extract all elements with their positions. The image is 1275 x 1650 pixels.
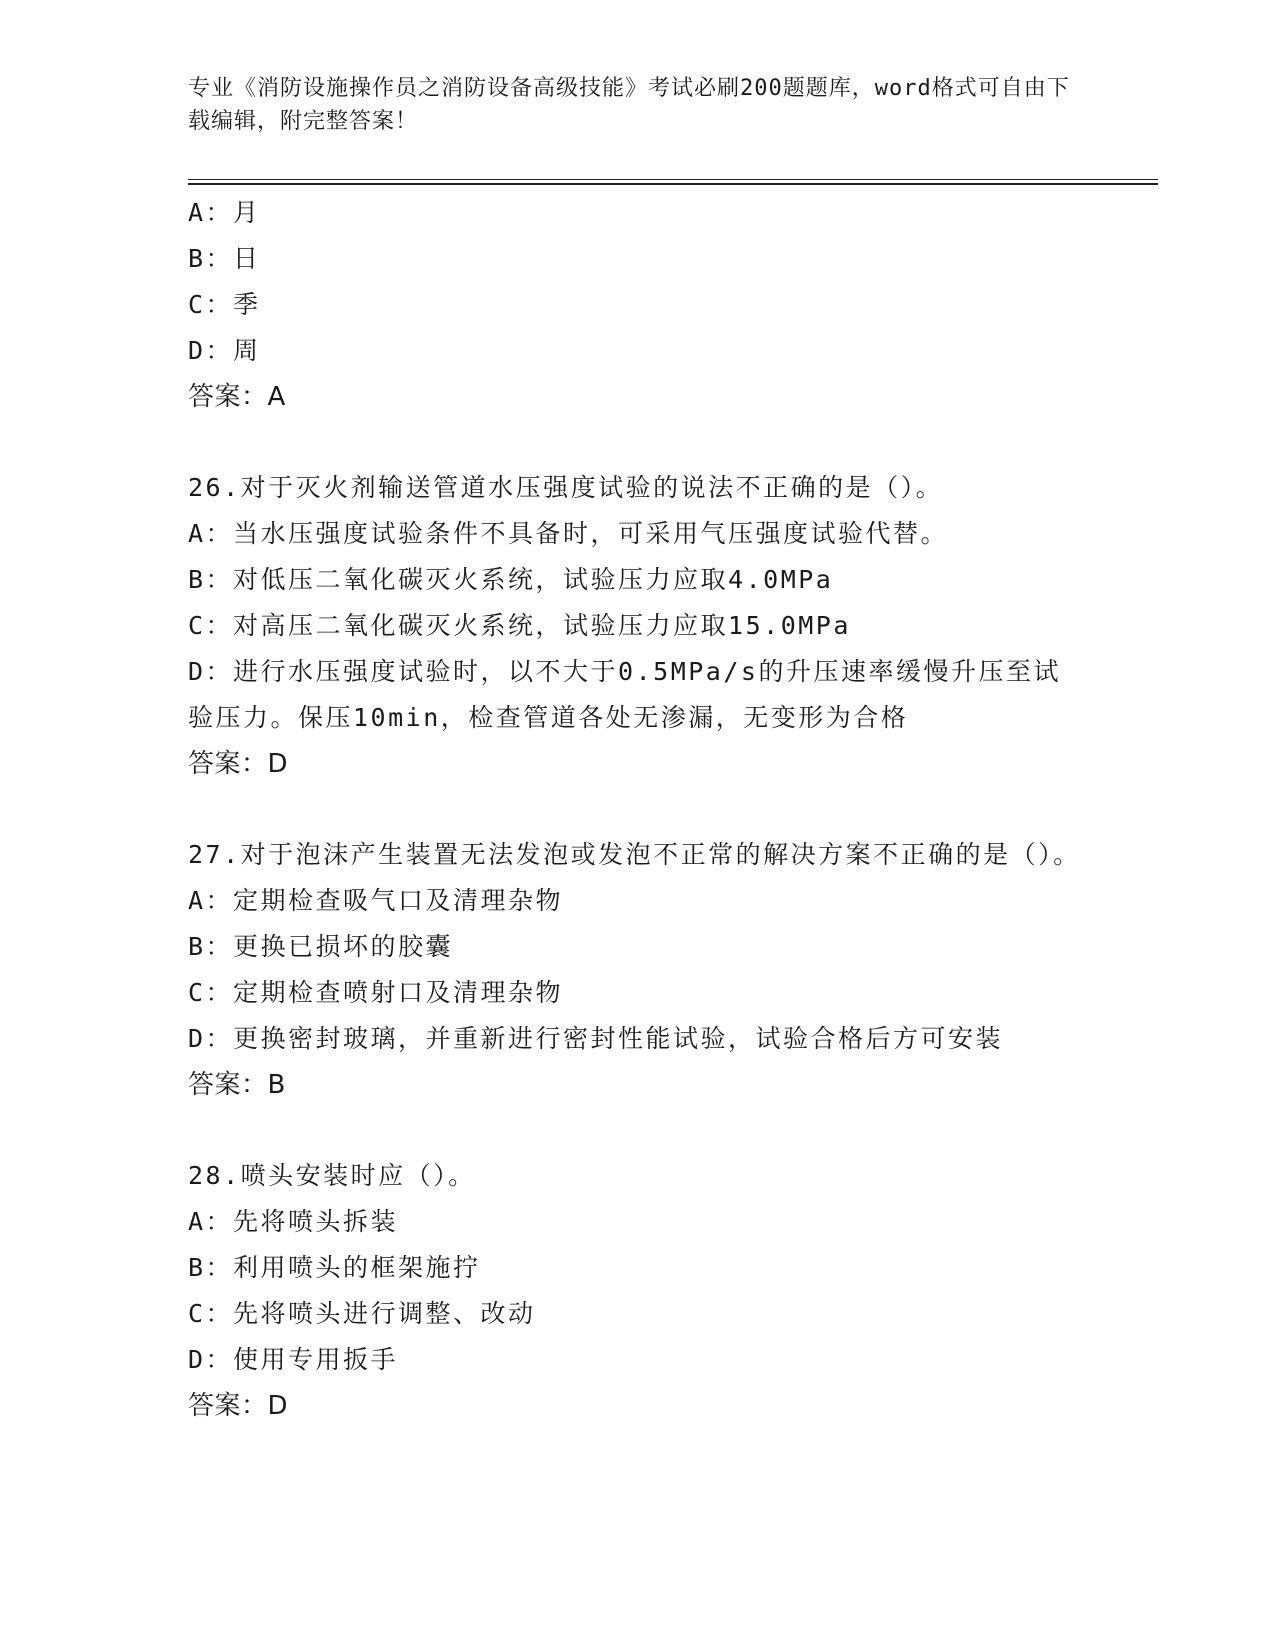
option-b: B：利用喷头的框架施拧 [188, 1253, 481, 1282]
option-d: D：周 [188, 336, 261, 365]
header-divider-thin [188, 179, 1158, 180]
option-c: C：先将喷头进行调整、改动 [188, 1299, 536, 1328]
question-fragment [188, 190, 1088, 420]
question-title: 26.对于灭火剂输送管道水压强度试验的说法不正确的是（）。 [188, 473, 944, 502]
option-a: A：先将喷头拆装 [188, 1207, 399, 1236]
answer-line: 答案：A [188, 382, 286, 412]
question-28 [188, 1153, 1088, 1429]
option-c: C：对高压二氧化碳灭火系统，试验压力应取15.0MPa [188, 611, 851, 640]
answer-line: 答案：D [188, 1391, 289, 1421]
option-a: A：当水压强度试验条件不具备时，可采用气压强度试验代替。 [188, 519, 949, 548]
document-header: 专业《消防设施操作员之消防设备高级技能》考试必刷200题题库，word格式可自由下载编辑，附完整答案！ [188, 76, 1070, 134]
question-27 [188, 832, 1088, 1108]
option-a: A：定期检查吸气口及清理杂物 [188, 886, 564, 915]
answer-line: 答案：D [188, 749, 289, 779]
option-b: B：更换已损坏的胶囊 [188, 932, 454, 961]
option-b: B：日 [188, 244, 261, 273]
document-body [188, 190, 1088, 1429]
header-divider-thick [188, 183, 1158, 185]
question-title: 28.喷头安装时应（）。 [188, 1161, 476, 1190]
answer-line: 答案：B [188, 1070, 286, 1100]
option-d: D：更换密封玻璃，并重新进行密封性能试验，试验合格后方可安装 [188, 1024, 1004, 1053]
option-d: D：进行水压强度试验时，以不大于0.5MPa/s的升压速率缓慢升压至试验压力。保压10min，检查管道各处无渗漏，无变形为合格 [188, 657, 1061, 732]
question-title: 27.对于泡沫产生装置无法发泡或发泡不正常的解决方案不正确的是（）。 [188, 840, 1081, 869]
option-d: D：使用专用扳手 [188, 1345, 399, 1374]
option-a: A：月 [188, 198, 261, 227]
option-c: C：定期检查喷射口及清理杂物 [188, 978, 564, 1007]
question-26 [188, 465, 1088, 787]
option-c: C：季 [188, 290, 261, 319]
option-b: B：对低压二氧化碳灭火系统，试验压力应取4.0MPa [188, 565, 834, 594]
